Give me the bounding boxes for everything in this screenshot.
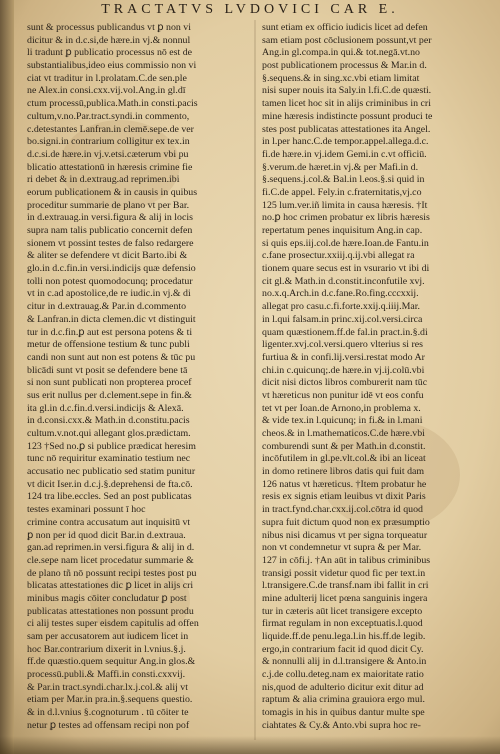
text-line: etiam per Mar.in pra.in.§.sequens questio. [27, 694, 193, 706]
bottom-shadow [0, 736, 500, 754]
text-line: fi.de hære.in vj.idem Gemi.in c.vt officiū. [262, 148, 427, 160]
text-line: crimine contra accusatum aut inquisitū vt [27, 516, 191, 528]
text-line: vt dicit Iser.in d.c.j.§.deprehensi de fta.cō. [27, 478, 193, 490]
text-line: metur de offensione testium & tunc publi [27, 339, 190, 351]
text-line: c.detestantes Lanfran.in clemē.sepe.de ver [27, 123, 194, 135]
text-line: tamen licet hoc sit in alijs criminibus in cri [262, 98, 431, 110]
text-line: & Par.in tract.syndi.char.lx.j.col.& alij vt [27, 681, 188, 693]
text-line: allegat pro casu.c.fi.forte.xxij.q.iiij.Mar. [262, 301, 420, 313]
text-line: incōfutilem in gl.pe.vlt.col.& ibi an liceat [262, 453, 426, 465]
text-line: comburendi sunt & per Math.in d.constit. [262, 440, 426, 452]
text-line: ci alij testes super eisdem capitulis ad offen [27, 618, 199, 630]
text-line: sam per accusatorem aut iudicem licet in [27, 631, 189, 642]
text-line: si quis eps.iij.col.de hære.Ioan.de Fantu.in [262, 237, 429, 249]
text-line: substantialibus,ideo eius commissio non vi [27, 60, 197, 72]
text-line: gan.ad reprimen.in versi.figura & alij in d. [27, 542, 195, 554]
text-line: ri debet & in d.extraug.ad reprimen.ibi [27, 174, 180, 186]
text-line: dicitur & in d.c.si,de hære.in vj.& nonnul [27, 34, 191, 46]
text-line: cle.sepe nam licet procedatur summarie & [27, 554, 194, 566]
text-line: raptum & alia crimina grauiora ergo mul. [262, 694, 425, 706]
text-line: tur in cæteris aūt licet transigere excepto [262, 605, 423, 617]
text-line: 125 lum.ver.iñ limita in causa hæresis. †It [262, 199, 428, 211]
text-line: c.fane prosectur.xxiij.q.ij.vbi allegat ra [262, 250, 415, 262]
text-line: l.transigere.C.de transf.nam ibi fallit in cri [262, 580, 429, 592]
text-line: li tradunt ꝑ publicatio processus nō est de [27, 47, 193, 59]
text-line: tur in d.c.fin.ꝑ aut est persona potens & ti [27, 326, 193, 338]
text-line: testes examinari possunt ī hoc [27, 504, 146, 516]
text-line: ciat vt traditur in l.prolatam.C.de sen.ple [27, 72, 187, 84]
text-line: ff.de quæstio.quem sequitur Ang.in glos.& [27, 656, 196, 668]
text-line: ergo,in contrarium facit id quod dicit Cy. [262, 643, 424, 655]
text-line: candi non sunt aut non est potens & tūc pu [27, 351, 196, 363]
text-line: ligenter.xvj.col.versi.quero vlterius si res [262, 339, 423, 351]
text-line: 123 †Sed no.ꝑ si publice prædicat heresim [27, 440, 196, 452]
text-line: no.ꝑ hoc crimen probatur ex libris hæresis [262, 212, 430, 224]
text-line: firmat regulam in non exceptuatis.l.quod [262, 618, 423, 630]
text-line: publicatas attestationes non possunt produ [27, 605, 194, 617]
left-text-column [27, 22, 252, 733]
text-line: sam etiam post cōclusionem possunt,vt per [262, 34, 432, 46]
text-line: tionem quare secus est in vsurario vt ibi di [262, 263, 430, 275]
text-line: ita gl.in d.c.fin.d.versi.indicijs & Alexā. [27, 402, 184, 414]
text-line: 127 in cōfi.j. †An aūt in talibus criminibus [262, 554, 431, 566]
text-line: processū.publi.& Maffi.in consti.cxxvij. [27, 669, 186, 681]
text-line: vt in c.ad apostolice,de re iudic.in vj.& di [27, 288, 191, 300]
text-line: furtiua & in confi.lij.versi.restat modo Ar [262, 351, 425, 363]
text-line: chi.in c.quicunq;.de hære.in vj.ij.colū.vbi [262, 364, 425, 376]
text-line: liquide.ff.de penu.lega.l.in his.ff.de legib. [262, 631, 426, 642]
text-line: supra fuit dictum quod non ex præsumptio [262, 516, 430, 528]
text-line: sunt & processus publicandus vt ꝑ non vi [27, 22, 191, 33]
text-line: si non sunt publicati non propterea procef [27, 377, 192, 389]
text-line: in d.extrauag.in versi.figura & alij in locis [27, 212, 193, 224]
text-line: in l.qui falsam.in princ.xij.col.versi.circa [262, 313, 423, 325]
text-line: non vt condemnetur vt supra & per Mar. [262, 542, 422, 554]
text-line: stes post publicatas attestationes ita Angel. [262, 123, 431, 135]
text-line: in domo retinere libros datis qui fuit dam [262, 466, 425, 478]
text-line: ne Alex.in consi.cxx.vij.vol.Ang.in gl.dī [27, 85, 186, 97]
text-line: sus erit nullus per d.clement.sepe in fin.& [27, 389, 192, 401]
text-line: 124 tra libe.eccles. Sed an post publicatas [27, 491, 192, 503]
text-line: no.x.q.Arch.in d.c.fane.Ro.fing.cccxxij. [262, 288, 419, 300]
text-line: Ang.in gl.compa.in qui.& tot.negā.vt.no [262, 47, 420, 59]
text-line: tet vt per Ioan.de Arnono,in problema x. [262, 402, 421, 414]
text-line: nibus nisi dicamus vt per signa torqueatur [262, 529, 428, 541]
text-line: cultum.v.not.qui allegant glos.prædictam. [27, 428, 191, 439]
running-head: TRACTATVS LVDOVICI CAR E. [101, 2, 399, 17]
text-line: tunc nō requiritur examinatio testium nec [27, 453, 191, 465]
text-line: d.c.si.de hære.in vj.v.etsi.cæterum vbi pu [27, 148, 189, 160]
text-line: §.verum.de hæret.in vj.& per Mafi.in d. [262, 161, 419, 173]
text-line: ciahtates & Cy.& Anto.vbi supra hoc re- [262, 719, 421, 731]
text-line: nisi super nouis ita Saly.in l.fi.C.de quæsti. [262, 85, 432, 97]
text-line: bo.signi.in contrarium colligitur ex tex.in [27, 136, 190, 148]
text-line: & aliter se defendere vt dicit Barto.ibi & [27, 250, 188, 262]
column-divider [254, 20, 256, 740]
text-line: accusatio nec publicatio sed statim punitur [27, 466, 196, 478]
text-line: in l.per hanc.C.de tempor.appel.allega.d.c. [262, 136, 429, 148]
text-line: mine adulterij licet pœna sanguinis ingera [262, 592, 428, 604]
text-line: & Lanfran.in dicta clemen.dic vt distinguit [27, 313, 196, 325]
text-line: cultum,v.no.Par.tract.syndi.in commento, [27, 110, 190, 122]
text-line: cit gl.& Math.in d.constit.inconfutile xvj. [262, 275, 425, 287]
text-line: netur ꝑ testes ad offensam recipi non pof [27, 719, 190, 731]
text-line: mine hæresis indistincte possunt produci te [262, 110, 433, 122]
text-line: tomagis in his in quibus dantur multe spe [262, 707, 425, 719]
text-line: & nonnulli alij in d.l.transigere & Anto.in [262, 656, 427, 668]
text-line: blicādi sunt vt posit se defendere bene tā [27, 364, 188, 376]
text-line: in d.consi.cxx.& Math.in d.constitu.pacis [27, 415, 190, 427]
text-line: eorum publicationem & in causis in quibus [27, 186, 198, 198]
text-line: supra nam talis publicatio concernit defen [27, 225, 193, 236]
text-line: tolli non potest quomodocunq; procedatur [27, 275, 193, 287]
text-line: blicatio attestationū in hæresis crimine fie [27, 161, 193, 173]
text-line: hoc Bar.contrarium dixerit in l.vnius.§.j. [27, 643, 186, 655]
binding-shadow [0, 0, 14, 754]
text-line: & in d.l.vnius §.cognoturum . tū cōiter te [27, 707, 189, 719]
text-line: repertatum penes inquisitum Ang.in cap. [262, 225, 423, 236]
text-line: quam quæstionem.ff.de fal.in pract.in.§.di [262, 326, 428, 338]
text-line: c.j.de collu.deteg.nam ex maioritate ratio [262, 669, 424, 681]
text-line: §.sequens.& in sing.xc.vbi etiam limitat [262, 72, 420, 84]
text-line: vt hæreticus non punitur idē vt eos confu [262, 389, 424, 401]
text-line: nis,quod de adulterio dicitur exit ditur ad [262, 681, 424, 693]
text-line: dicit nisi dictos libros comburerit nam tūc [262, 377, 428, 389]
text-line: blicatas attestationes dic ꝑ licet in alijs cri [27, 580, 194, 592]
text-line: proceditur summarie de plano vt per Bar. [27, 199, 190, 211]
text-line: post publicationem processus & Mar.in d. [262, 60, 427, 72]
text-line: ctum processū,publica.Math.in consti.pacis [27, 98, 198, 110]
text-line: ꝑ non per id quod dicit Bar.in d.extraua. [27, 529, 186, 541]
text-line: in tract.fynd.char.cxx.ij.col.cōtra id quod [262, 504, 423, 516]
text-line: citur in d.extrauag.& Par.in d.commento [27, 301, 187, 313]
text-line: cheos.& in l.mathematicos.C.de hære.vbi [262, 428, 425, 439]
text-line: resis ex signis etiam leuibus vt dixit Paris [262, 491, 426, 503]
text-line: sionem vt possint testes de falso redargere [27, 237, 194, 249]
text-line: fi.C.de appel. Fely.in c.fraternitatis,vj.co [262, 186, 422, 198]
text-line: & vide tex.in l.quicunq; in fi.& in l.mani [262, 415, 423, 427]
text-line: de plano tñ nō possunt recipi testes post pu [27, 567, 197, 579]
right-text-column [262, 22, 490, 733]
text-line: §.sequens.j.col.& Bal.in l.eos.§.si quid in [262, 174, 425, 186]
text-line: glo.in d.c.fin.in versi.indicijs quæ defensio [27, 263, 196, 275]
text-line: sunt etiam ex officio iudicis licet ad defen [262, 22, 428, 33]
text-line: transigi possit videtur quod fic per text.in [262, 567, 426, 579]
text-line: 126 natus vt hæreticus. †Item probatur he [262, 478, 427, 490]
text-line: minibus magis cōiter concludatur ꝑ post [27, 592, 187, 604]
